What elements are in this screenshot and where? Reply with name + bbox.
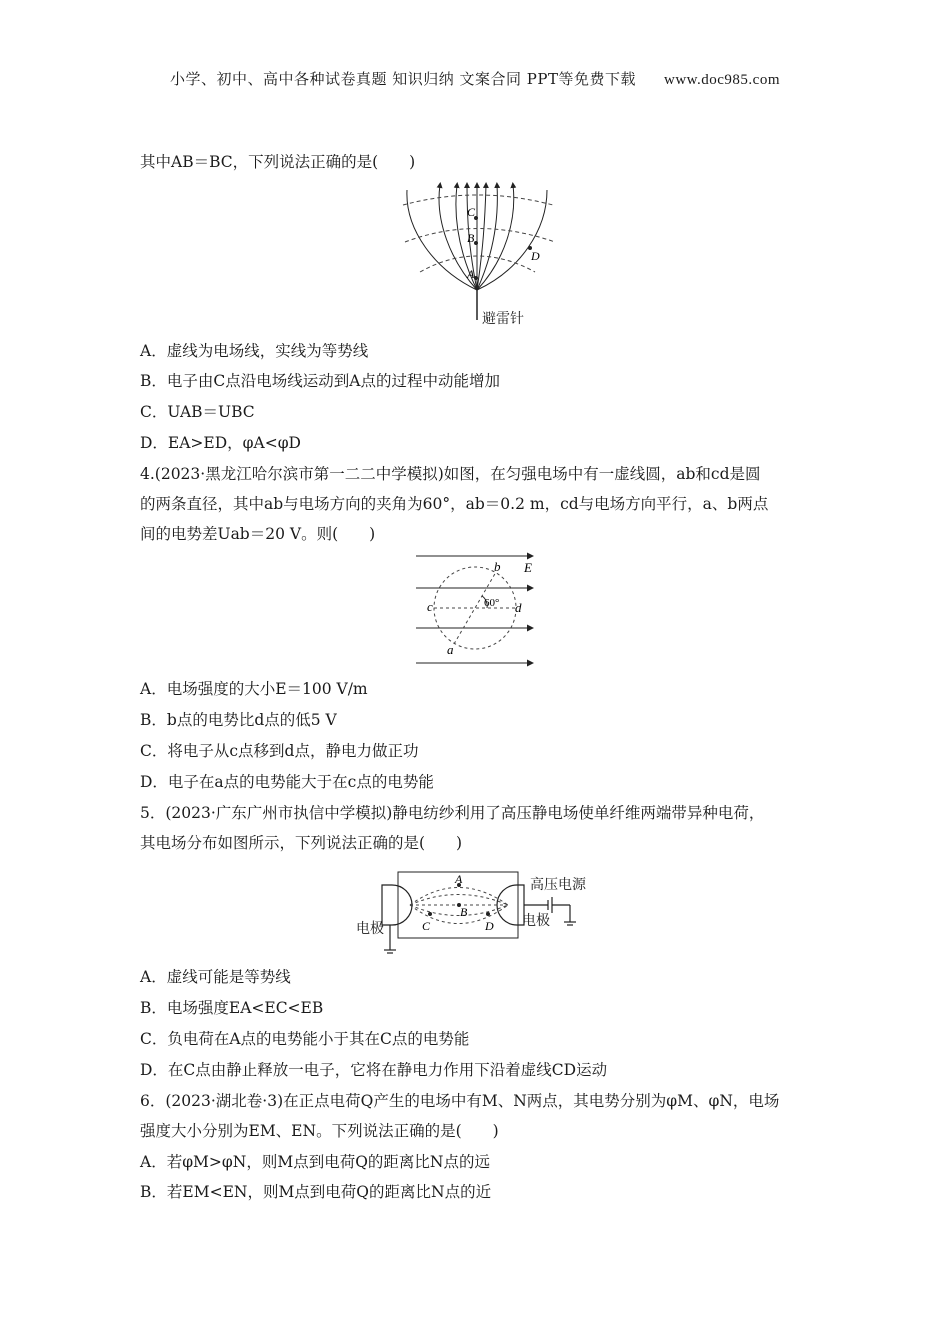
fig3-label-d: D: [485, 919, 494, 933]
q4-option-d: D．电子在a点的电势能大于在c点的电势能: [140, 773, 434, 791]
fig1-label-c: C: [467, 205, 476, 219]
q5-option-c: C．负电荷在A点的电势能小于其在C点的电势能: [140, 1030, 470, 1048]
page-header: [0, 68, 950, 89]
fig2-label-c: c: [427, 599, 433, 614]
fig2-label-a: a: [447, 642, 454, 657]
q3-option-b: B．电子由C点沿电场线运动到A点的过程中动能增加: [140, 372, 500, 390]
q4-stem-line3: 间的电势差Uab＝20 V。则( ): [140, 525, 376, 543]
fig3-source-label: 高压电源: [530, 877, 586, 893]
q4-option-c: C．将电子从c点移到d点，静电力做正功: [140, 742, 419, 760]
fig1-label-d: D: [531, 249, 540, 263]
fig2-label-e: E: [524, 560, 532, 575]
q3-option-c: C．UAB＝UBC: [140, 403, 255, 421]
q6-stem-line2: 强度大小分别为EM、EN。下列说法正确的是( ): [140, 1122, 499, 1140]
q5-option-a: A．虚线可能是等势线: [140, 968, 291, 986]
q3-stem: 其中AB＝BC，下列说法正确的是( ): [140, 153, 416, 171]
q4-stem-line1: 4.(2023·黑龙江哈尔滨市第一二二中学模拟)如图，在匀强电场中有一虚线圆，ab和cd是圆: [140, 465, 761, 483]
header-url[interactable]: www.doc985.com: [663, 72, 780, 88]
fig3-left-electrode-label: 电极: [356, 921, 384, 937]
q4-stem-line2: 的两条直径，其中ab与电场方向的夹角为60°，ab＝0.2 m，cd与电场方向平行，a、b两点: [140, 495, 769, 513]
lightning-rod-figure: [395, 180, 565, 330]
q5-option-b: B．电场强度EA<EC<EB: [140, 999, 324, 1017]
header-text: 小学、初中、高中各种试卷真题 知识归纳 文案合同 PPT等免费下载: [169, 70, 636, 88]
fig2-label-d: d: [515, 600, 522, 615]
fig2-angle: 60°: [484, 597, 500, 609]
q4-option-b: B．b点的电势比d点的低5 V: [140, 711, 337, 729]
q6-option-a: A．若φM>φN，则M点到电荷Q的距离比N点的远: [140, 1153, 490, 1171]
uniform-field-figure: [410, 548, 550, 670]
fig3-label-c: C: [422, 919, 431, 933]
fig1-label-b: B: [467, 231, 475, 245]
q5-stem-line2: 其电场分布如图所示，下列说法正确的是( ): [140, 834, 463, 852]
q4-option-a: A．电场强度的大小E＝100 V/m: [140, 680, 368, 698]
q6-option-b: B．若EM<EN，则M点到电荷Q的距离比N点的近: [140, 1183, 492, 1201]
fig3-label-a: A: [455, 872, 463, 886]
fig3-label-b: B: [460, 905, 468, 919]
fig1-rod-label: 避雷针: [482, 311, 524, 327]
fig1-label-a: A: [467, 267, 475, 281]
q6-stem-line1: 6．(2023·湖北卷·3)在正点电荷Q产生的电场中有M、N两点，其电势分别为φM、φN，电场: [140, 1092, 780, 1110]
q5-option-d: D．在C点由静止释放一电子，它将在静电力作用下沿着虚线CD运动: [140, 1061, 608, 1079]
q5-stem-line1: 5．(2023·广东广州市执信中学模拟)静电纺纱利用了高压静电场使单纤维两端带异种电荷，: [140, 804, 765, 822]
fig3-right-electrode-label: 电极: [522, 913, 550, 929]
q3-option-a: A．虚线为电场线，实线为等势线: [140, 342, 369, 360]
fig2-label-b: b: [494, 559, 501, 574]
q3-option-d: D．EA>ED，φA<φD: [140, 434, 301, 452]
